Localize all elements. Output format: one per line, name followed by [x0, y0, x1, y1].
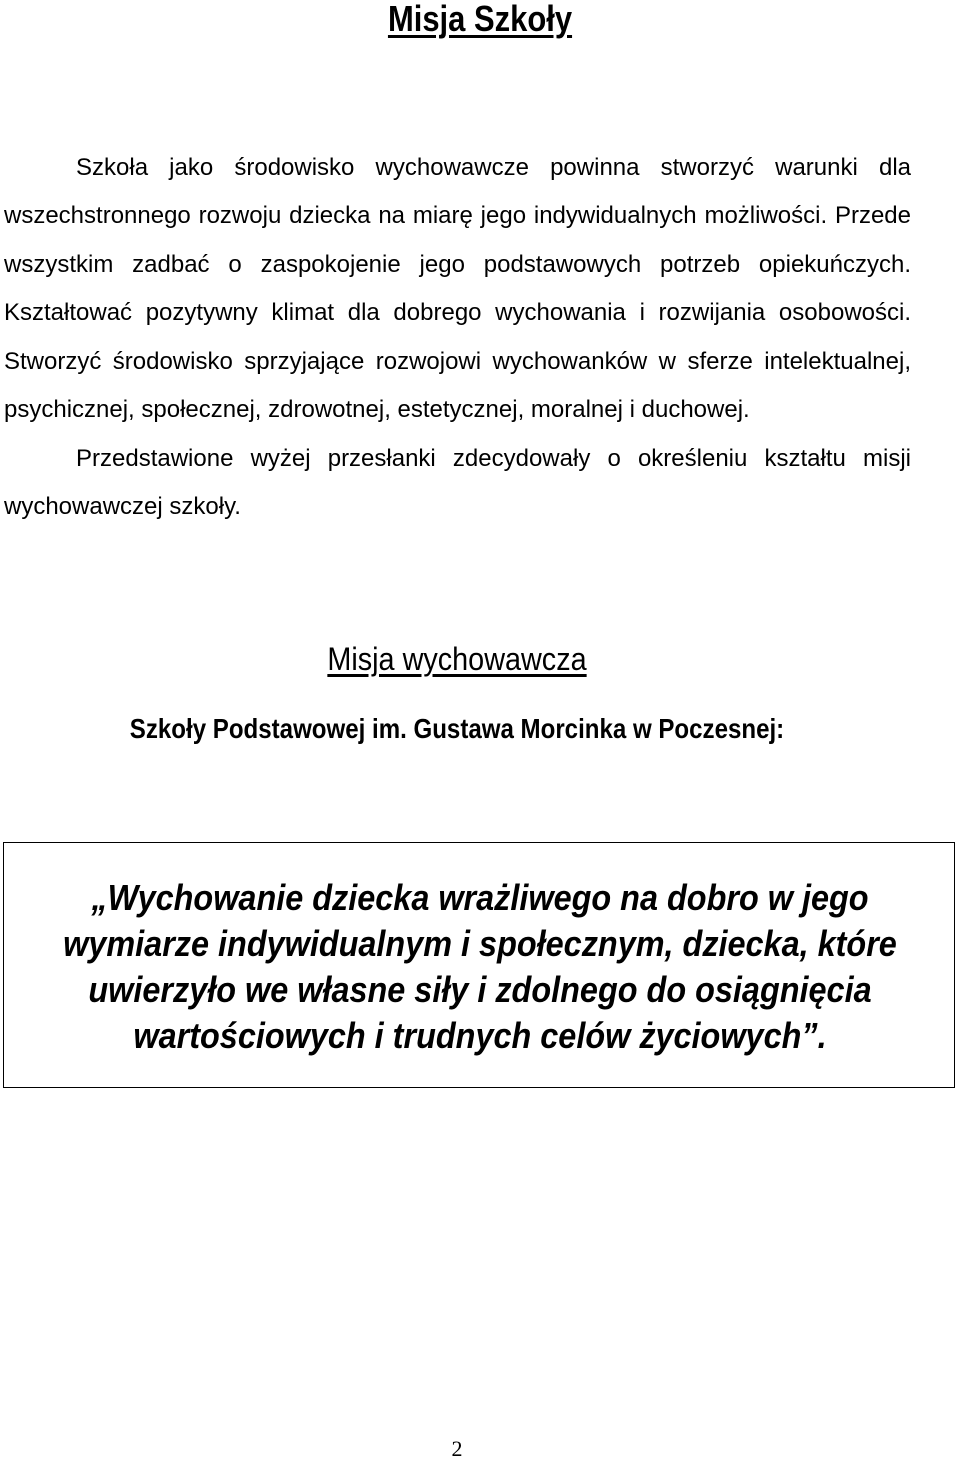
section-heading: Misja wychowawcza — [327, 641, 587, 677]
paragraph-line: Przedstawione wyżej przesłanki zdecydowały o określeniu kształtu misji — [76, 445, 911, 472]
paragraph-line: wychowawczej szkoły. — [4, 493, 241, 520]
paragraph-line: Szkoła jako środowisko wychowawcze powinna stworzyć warunki dla — [76, 154, 911, 181]
paragraph-line: Stworzyć środowisko sprzyjające rozwojowi wychowanków w sferze intelektualnej, — [4, 348, 911, 375]
motto-line: „Wychowanie dziecka wrażliwego na dobro w jego — [91, 877, 869, 918]
motto-line: wymiarze indywidualnym i społecznym, dziecka, które — [63, 923, 897, 964]
page-number: 2 — [451, 1436, 463, 1461]
paragraph-line: wszystkim zadbać o zaspokojenie jego podstawowych potrzeb opiekuńczych. — [4, 251, 911, 278]
motto-box — [3, 842, 955, 1088]
motto-line: wartościowych i trudnych celów życiowych”. — [133, 1015, 827, 1056]
school-name: Szkoły Podstawowej im. Gustawa Morcinka w Poczesnej: — [129, 713, 785, 744]
paragraph-line: psychicznej, społecznej, zdrowotnej, estetycznej, moralnej i duchowej. — [4, 396, 750, 423]
motto-line: uwierzyło we własne siły i zdolnego do osiągnięcia — [88, 969, 872, 1010]
page-title: Misja Szkoły — [387, 0, 573, 39]
paragraph-line: Kształtować pozytywny klimat dla dobrego wychowania i rozwijania osobowości. — [4, 299, 911, 326]
motto-text — [52, 875, 909, 1059]
paragraph-line: wszechstronnego rozwoju dziecka na miarę jego indywidualnych możliwości. Przede — [4, 202, 911, 229]
